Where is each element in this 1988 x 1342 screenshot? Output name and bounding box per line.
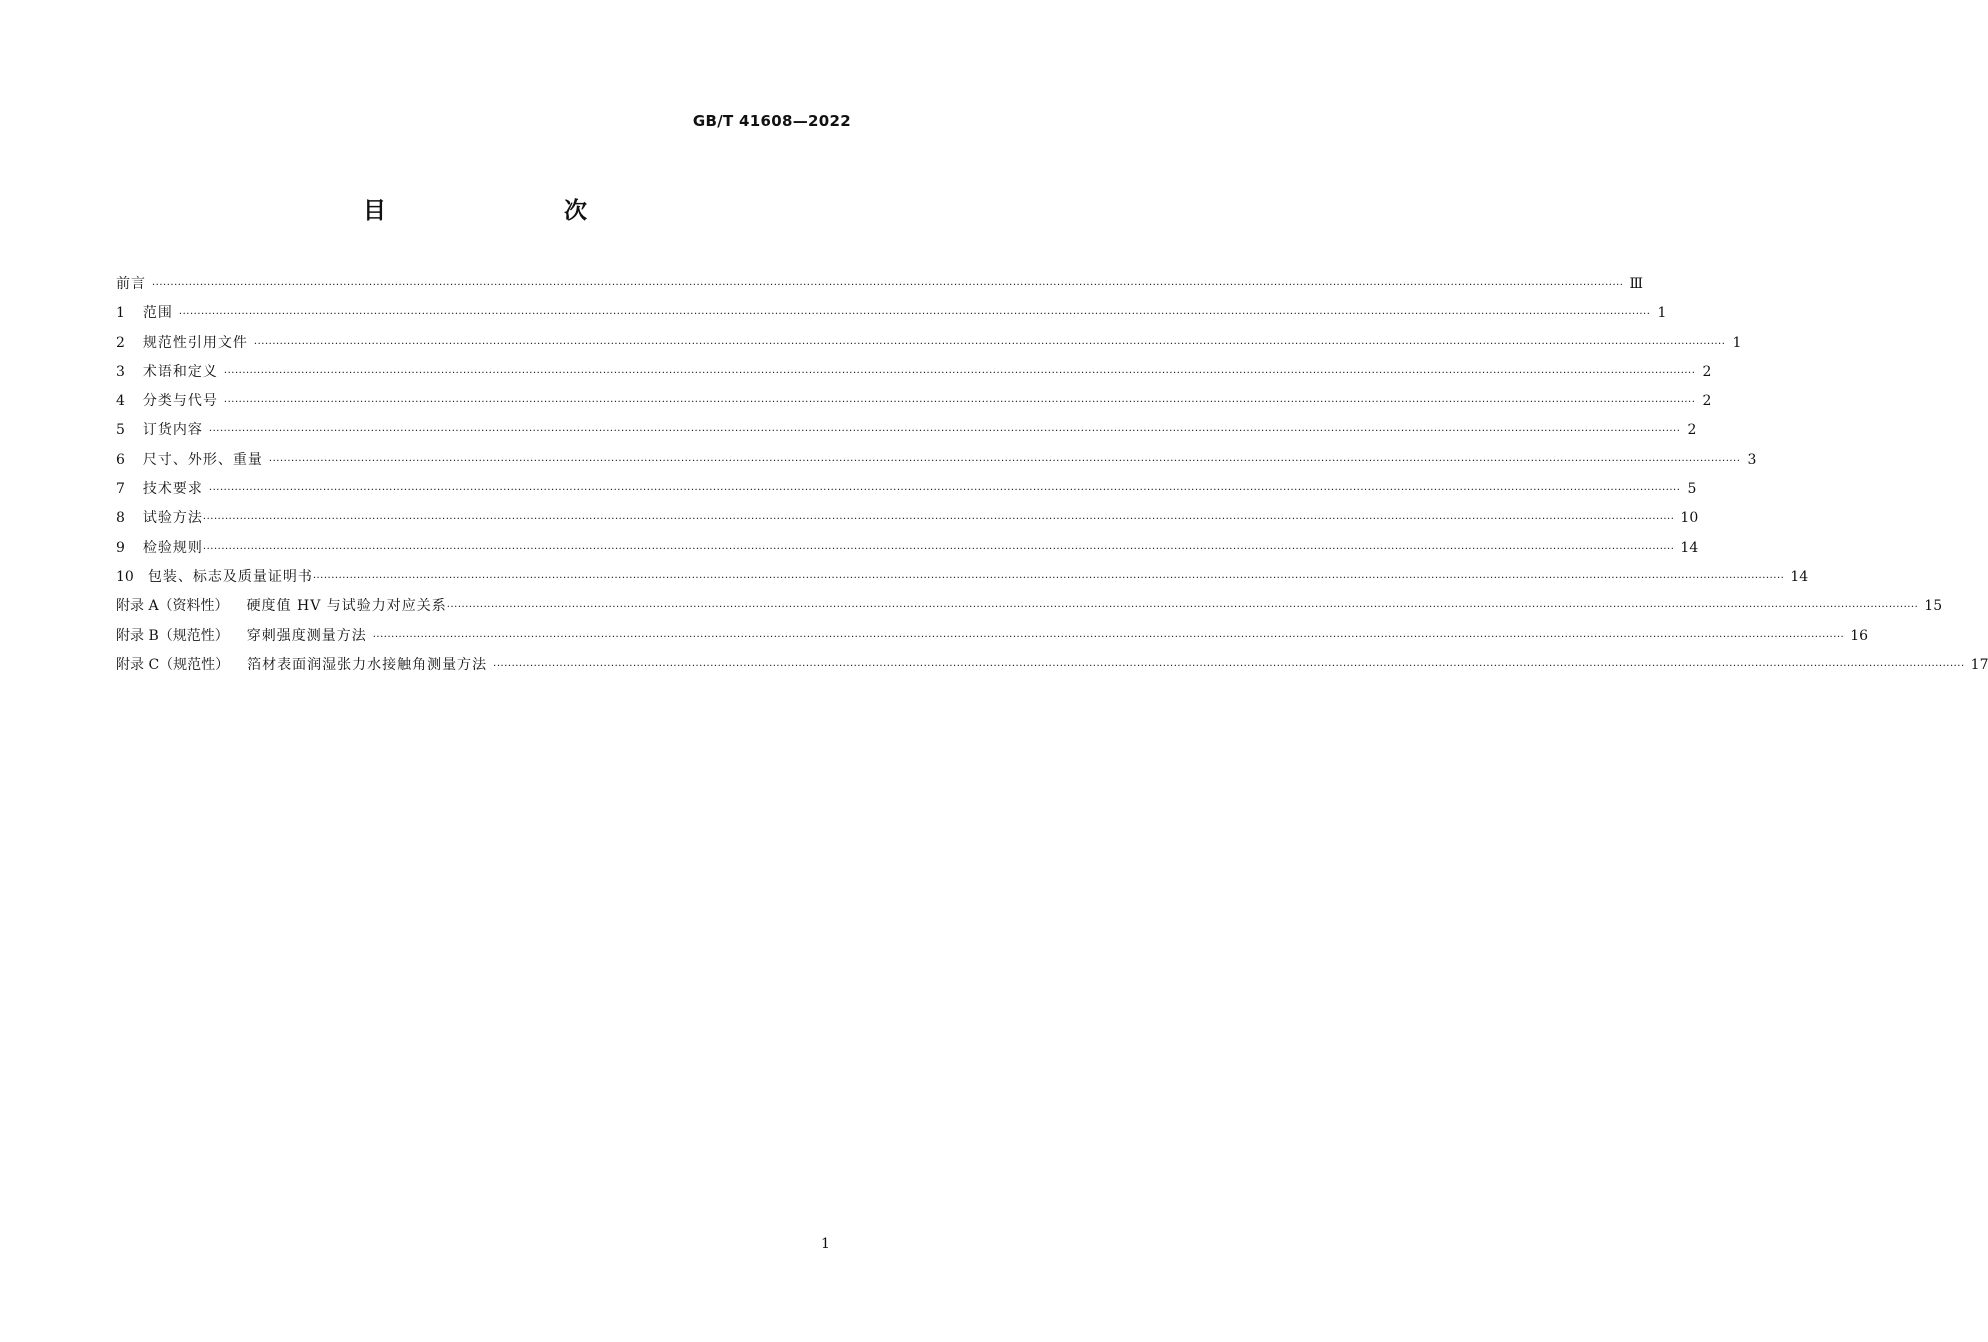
- toc-entry-page: 2: [1687, 422, 1697, 439]
- toc-entry-number: 10: [116, 568, 134, 585]
- toc-entry[interactable]: [116, 358, 1712, 387]
- dot-leader: ················································································································································································································································································································································································································: [223, 367, 1696, 379]
- toc-entry-label: 前言: [116, 276, 146, 292]
- standard-code: GB/T 41608—2022: [692, 112, 851, 130]
- toc-entry-number: 附录 C（规范性）: [116, 656, 230, 673]
- toc-entry-number: 附录 B（规范性）: [116, 627, 229, 644]
- toc-entry[interactable]: [116, 622, 1869, 651]
- toc-entry-label: 包装、标志及质量证明书: [147, 568, 313, 585]
- toc-entry-number: 7: [116, 481, 125, 498]
- toc-entry-number: 附录 A（资料性）: [116, 598, 229, 615]
- toc-entry-label: 穿刺强度测量方法: [246, 627, 367, 644]
- toc-entry[interactable]: [116, 329, 1742, 358]
- dot-leader: ················································································································································································································································································································································································································: [202, 514, 1675, 526]
- dot-leader: ················································································································································································································································································································································································································: [253, 338, 1726, 350]
- toc-entry-number: 1: [116, 305, 125, 322]
- toc-entry-label: 试验方法: [142, 510, 203, 527]
- toc-entry-page: 1: [1732, 334, 1742, 351]
- dot-leader: ················································································································································································································································································································································································································: [268, 455, 1741, 467]
- toc-entry-page: 2: [1702, 393, 1712, 410]
- dot-leader: ················································································································································································································································································································································································································: [152, 280, 1624, 291]
- toc-entry-label: 技术要求: [142, 481, 203, 498]
- toc-entry[interactable]: [116, 299, 1667, 328]
- toc-entry-label: 硬度值 HV 与试验力对应关系: [246, 598, 447, 615]
- dot-leader: ················································································································································································································································································································································································································: [208, 426, 1681, 438]
- toc-entry-number: 8: [116, 510, 125, 527]
- toc-entry[interactable]: [116, 446, 1757, 475]
- toc-entry-page: 1: [1657, 305, 1667, 322]
- dot-leader: ················································································································································································································································································································································································································: [202, 543, 1675, 555]
- toc-entry-label: 术语和定义: [142, 363, 218, 380]
- toc-entry[interactable]: [116, 270, 1643, 299]
- toc-entry-label: 范围: [142, 305, 173, 322]
- toc-entry[interactable]: [116, 563, 1809, 592]
- toc-entry-number: 3: [116, 363, 125, 380]
- toc-entry-page: 2: [1702, 363, 1712, 380]
- toc-entry-page: 14: [1790, 568, 1809, 585]
- table-of-contents: [116, 270, 1988, 680]
- dot-leader: ················································································································································································································································································································································································································: [493, 660, 1965, 672]
- toc-entry-label: 检验规则: [142, 539, 203, 556]
- toc-entry-number: 9: [116, 539, 125, 556]
- toc-entry[interactable]: [116, 534, 1699, 563]
- toc-entry-page: 14: [1680, 539, 1699, 556]
- toc-entry-page: 3: [1747, 451, 1757, 468]
- toc-entry-page: 5: [1687, 481, 1697, 498]
- toc-entry-label: 箔材表面润湿张力水接触角测量方法: [247, 656, 488, 673]
- toc-entry-number: 4: [116, 393, 125, 410]
- toc-entry-number: 2: [116, 334, 125, 351]
- toc-entry-page: 10: [1680, 510, 1699, 527]
- toc-entry[interactable]: [116, 651, 1988, 680]
- dot-leader: ················································································································································································································································································································································································································: [446, 602, 1919, 614]
- toc-entry-label: 规范性引用文件: [142, 334, 248, 351]
- toc-entry[interactable]: [116, 387, 1712, 416]
- toc-entry-page: Ⅲ: [1629, 276, 1643, 292]
- toc-entry-label: 分类与代号: [142, 393, 218, 410]
- toc-entry[interactable]: [116, 504, 1699, 533]
- toc-entry-page: 17: [1970, 656, 1988, 673]
- page-title: 目 次: [363, 198, 631, 224]
- dot-leader: ················································································································································································································································································································································································································: [372, 631, 1845, 643]
- toc-entry-number: 6: [116, 451, 125, 468]
- toc-entry-label: 订货内容: [142, 422, 203, 439]
- toc-entry[interactable]: [116, 475, 1697, 504]
- toc-entry-number: 5: [116, 422, 125, 439]
- dot-leader: ················································································································································································································································································································································································································: [208, 485, 1681, 497]
- toc-entry-page: 15: [1924, 598, 1943, 615]
- toc-entry-label: 尺寸、外形、重量: [142, 451, 263, 468]
- dot-leader: ················································································································································································································································································································································································································: [312, 572, 1785, 584]
- dot-leader: ················································································································································································································································································································································································································: [223, 397, 1696, 409]
- toc-entry[interactable]: [116, 416, 1697, 445]
- toc-entry[interactable]: [116, 592, 1943, 621]
- page-number: 1: [821, 1236, 830, 1252]
- dot-leader: ················································································································································································································································································································································································································: [178, 309, 1651, 321]
- toc-entry-page: 16: [1850, 627, 1869, 644]
